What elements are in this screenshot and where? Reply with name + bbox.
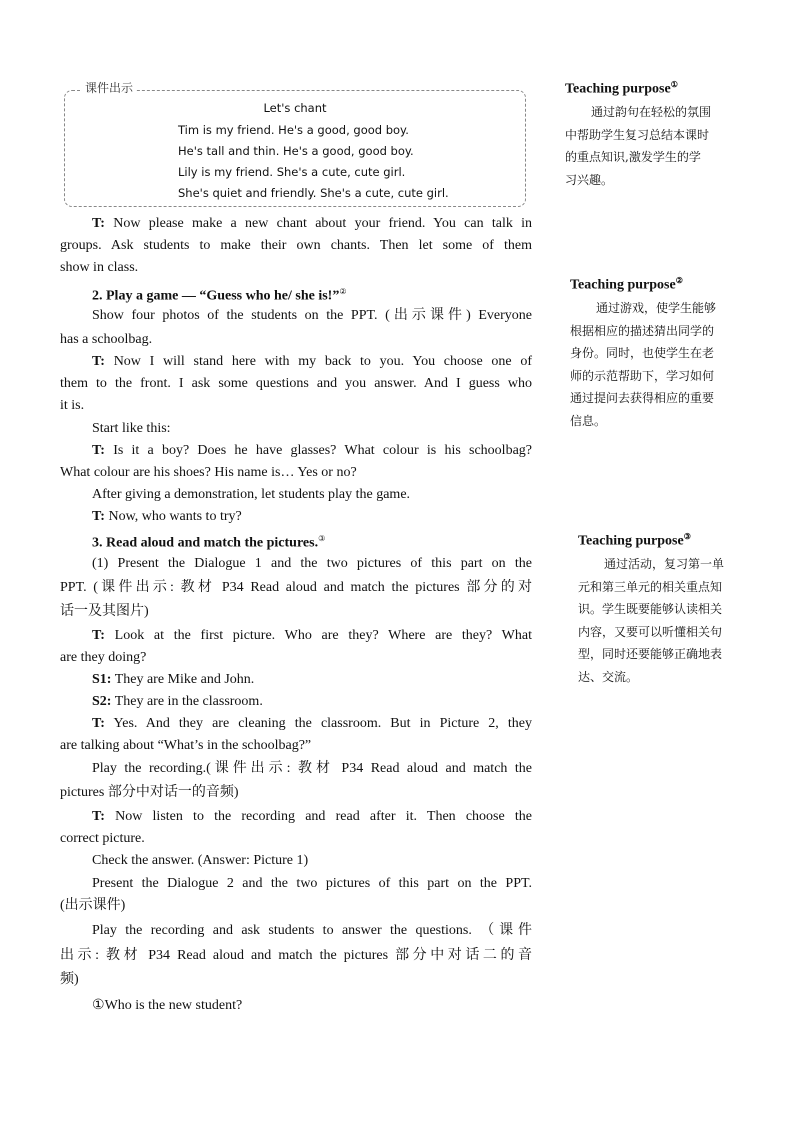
paragraph-line: groups. Ask students to make their own chants. Then let some of them — [60, 238, 532, 253]
paragraph-line: T: Yes. And they are cleaning the classroom. But in Picture 2, they — [92, 716, 532, 731]
paragraph-line: After giving a demonstration, let students play the game. — [92, 487, 411, 502]
paragraph-line: (1) Present the Dialogue 1 and the two pictures of this part on the — [92, 556, 532, 571]
teaching-purpose-text: 通过韵句在轻松的氛围 中帮助学生复习总结本课时 的重点知识,激发学生的学 习兴趣。 — [565, 105, 712, 187]
paragraph-line: Start like this: — [92, 421, 171, 436]
paragraph-line: S1: They are Mike and John. — [92, 672, 255, 687]
chant-title: Let's chant — [263, 101, 327, 115]
section-heading: 3. Read aloud and match the pictures.③ — [92, 534, 326, 551]
paragraph-line: Play the recording.(课件出示: 教材 P34 Read aloud and match the — [92, 761, 532, 776]
paragraph-line: pictures 部分中对话一的音频) — [60, 785, 239, 800]
paragraph-line: Check the answer. (Answer: Picture 1) — [92, 853, 309, 868]
paragraph-line: it is. — [60, 398, 85, 413]
paragraph-line: 出示: 教材 P34 Read aloud and match the pictures 部分中对话二的音 — [60, 948, 532, 963]
paragraph-line: 频) — [60, 972, 79, 987]
paragraph-line: T: Now, who wants to try? — [92, 509, 242, 524]
paragraph-line: Present the Dialogue 2 and the two pictures of this part on the PPT. — [92, 876, 532, 891]
paragraph-line: correct picture. — [60, 831, 145, 846]
paragraph-line: T: Now please make a new chant about your friend. You can talk in — [92, 216, 532, 231]
paragraph-line: (出示课件) — [60, 898, 126, 913]
teaching-purpose-title: Teaching purpose① — [565, 80, 678, 97]
chant-line: Tim is my friend. He's a good, good boy. — [178, 123, 409, 137]
paragraph-line: show in class. — [60, 260, 139, 275]
paragraph-line: Show four photos of the students on the PPT. (出示课件) Everyone — [92, 308, 532, 323]
paragraph-line: T: Look at the first picture. Who are they? Where are they? What — [92, 628, 532, 643]
paragraph-line: 话一及其图片) — [60, 604, 149, 619]
chant-line: He's tall and thin. He's a good, good boy. — [178, 144, 414, 158]
chant-line: She's quiet and friendly. She's a cute, cute girl. — [178, 186, 449, 200]
paragraph-line: ①Who is the new student? — [92, 998, 243, 1013]
chant-line: Lily is my friend. She's a cute, cute girl. — [178, 165, 406, 179]
paragraph-line: T: Now listen to the recording and read after it. Then choose the — [92, 809, 532, 824]
chant-box — [64, 90, 526, 207]
teaching-purpose-title: Teaching purpose② — [570, 276, 683, 293]
section-heading: 2. Play a game — “Guess who he/ she is!”② — [92, 287, 347, 304]
paragraph-line: are they doing? — [60, 650, 147, 665]
paragraph-line: S2: They are in the classroom. — [92, 694, 263, 709]
teaching-purpose-text: 通过活动，复习第一单 元和第三单元的相关重点知 识。学生既要能够认读相关 内容，又要可以听懂相关句 型，同时还要能够正确地表 达、交流。 — [578, 557, 725, 684]
paragraph-line: T: Now I will stand here with my back to you. You choose one of — [92, 354, 532, 369]
teaching-purpose-title: Teaching purpose③ — [578, 532, 691, 549]
paragraph-line: Play the recording and ask students to answer the questions. （课件 — [92, 923, 532, 938]
paragraph-line: are talking about “What’s in the schoolbag?” — [60, 738, 312, 753]
paragraph-line: has a schoolbag. — [60, 332, 153, 347]
chant-tag: 课件出示 — [82, 79, 136, 96]
paragraph-line: them to the front. I ask some questions and you answer. And I guess who — [60, 376, 532, 391]
paragraph-line: What colour are his shoes? His name is… Yes or no? — [60, 465, 357, 480]
paragraph-line: T: Is it a boy? Does he have glasses? What colour is his schoolbag? — [92, 443, 532, 458]
paragraph-line: PPT. (课件出示: 教材 P34 Read aloud and match the pictures 部分的对 — [60, 580, 532, 595]
teaching-purpose-text: 通过游戏，使学生能够 根据相应的描述猜出同学的 身份。同时，也使学生在老 师的示范帮助下，学习如何 通过提问去获得相应的重要 信息。 — [570, 301, 717, 428]
